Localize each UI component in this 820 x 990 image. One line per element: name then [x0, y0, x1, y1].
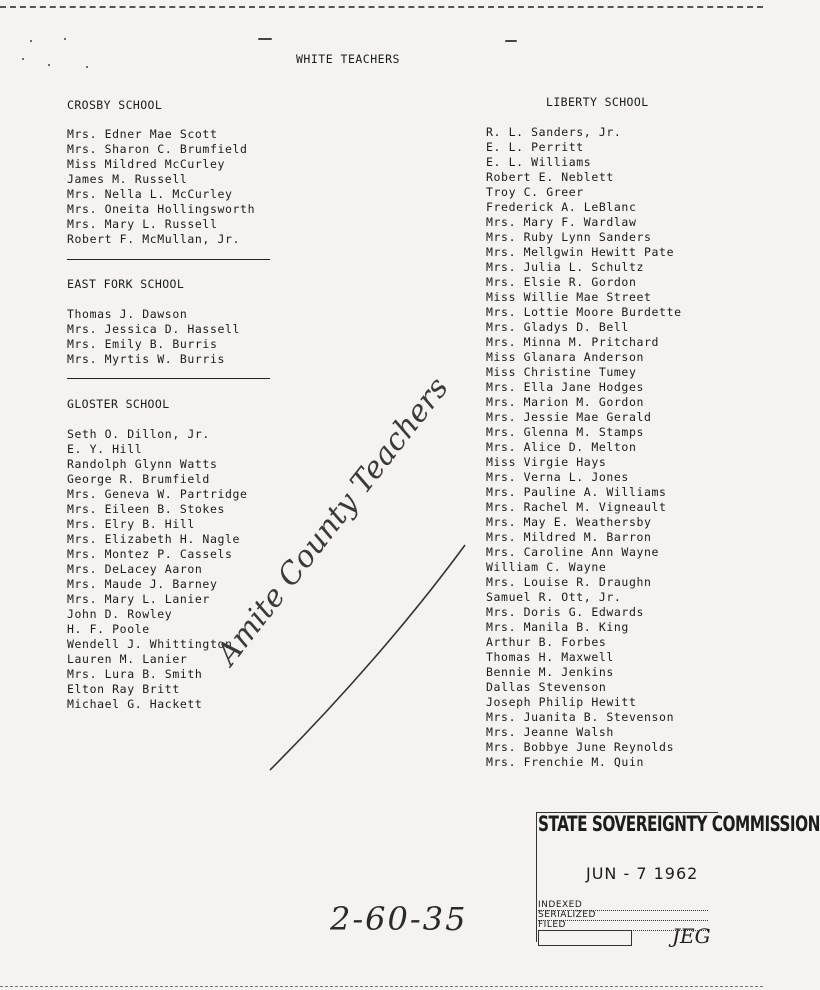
teacher-name: R. L. Sanders, Jr.	[486, 125, 622, 139]
teacher-name: Mrs. Nella L. McCurley	[67, 187, 233, 201]
teacher-name: Mrs. Elry B. Hill	[67, 517, 195, 531]
teacher-name: Mrs. Maude J. Barney	[67, 577, 218, 591]
top-scan-edge	[0, 6, 763, 8]
stamp-initials: JEG	[672, 924, 711, 948]
scan-speck	[48, 64, 50, 66]
teacher-name: Thomas H. Maxwell	[486, 650, 614, 664]
stamp-title: STATE SOVEREIGNTY COMMISSION	[538, 812, 820, 837]
scan-speck	[30, 40, 32, 42]
teacher-name: George R. Brumfield	[67, 472, 210, 486]
teacher-name: Mrs. Alice D. Melton	[486, 440, 637, 454]
stamp-date: JUN - 7 1962	[586, 864, 699, 883]
gloster-name-list	[67, 427, 248, 712]
section-divider	[67, 378, 270, 379]
teacher-name: Mrs. Gladys D. Bell	[486, 320, 629, 334]
teacher-name: Mrs. Edner Mae Scott	[67, 127, 218, 141]
section-divider	[67, 259, 270, 260]
teacher-name: E. L. Perritt	[486, 140, 584, 154]
teacher-name: Mrs. Lura B. Smith	[67, 667, 203, 681]
teacher-name: Miss Mildred McCurley	[67, 157, 225, 171]
teacher-name: Elton Ray Britt	[67, 682, 180, 696]
teacher-name: Robert E. Neblett	[486, 170, 614, 184]
teacher-name: H. F. Poole	[67, 622, 150, 636]
teacher-name: Bennie M. Jenkins	[486, 665, 614, 679]
teacher-name: Mrs. Louise R. Draughn	[486, 575, 652, 589]
commission-stamp	[532, 806, 820, 956]
teacher-name: Mrs. Marion M. Gordon	[486, 395, 644, 409]
teacher-name: Mrs. Eileen B. Stokes	[67, 502, 225, 516]
teacher-name: Mrs. Mildred M. Barron	[486, 530, 652, 544]
east-fork-name-list	[67, 307, 240, 367]
teacher-name: Samuel R. Ott, Jr.	[486, 590, 622, 604]
teacher-name: Mrs. Elsie R. Gordon	[486, 275, 637, 289]
teacher-name: Mrs. Jeanne Walsh	[486, 725, 614, 739]
teacher-name: E. Y. Hill	[67, 442, 143, 456]
teacher-name: Mrs. Emily B. Burris	[67, 337, 218, 351]
teacher-name: Mrs. Frenchie M. Quin	[486, 755, 644, 769]
teacher-name: Mrs. Oneita Hollingsworth	[67, 202, 256, 216]
teacher-name: Mrs. Sharon C. Brumfield	[67, 142, 248, 156]
scan-speck	[86, 66, 88, 68]
crosby-name-list	[67, 127, 255, 247]
teacher-name: John D. Rowley	[67, 607, 173, 621]
handwritten-document-number: 2-60-35	[330, 900, 468, 938]
teacher-name: Dallas Stevenson	[486, 680, 607, 694]
teacher-name: Mrs. Minna M. Pritchard	[486, 335, 660, 349]
teacher-name: Randolph Glynn Watts	[67, 457, 218, 471]
teacher-name: Mrs. Ruby Lynn Sanders	[486, 230, 652, 244]
teacher-name: Mrs. Glenna M. Stamps	[486, 425, 644, 439]
liberty-name-list	[486, 125, 682, 770]
teacher-name: Mrs. Caroline Ann Wayne	[486, 545, 660, 559]
east-fork-heading: EAST FORK SCHOOL	[67, 277, 185, 291]
teacher-name: Mrs. Mellgwin Hewitt Pate	[486, 245, 675, 259]
teacher-name: Mrs. Rachel M. Vigneault	[486, 500, 667, 514]
teacher-name: Mrs. DeLacey Aaron	[67, 562, 203, 576]
teacher-name: Mrs. Elizabeth H. Nagle	[67, 532, 241, 546]
scan-speck	[64, 38, 66, 40]
teacher-name: Wendell J. Whittington	[67, 637, 233, 651]
teacher-name: Mrs. Myrtis W. Burris	[67, 352, 225, 366]
crosby-heading: CROSBY SCHOOL	[67, 98, 163, 112]
teacher-name: James M. Russell	[67, 172, 188, 186]
teacher-name: Robert F. McMullan, Jr.	[67, 232, 241, 246]
teacher-name: Seth O. Dillon, Jr.	[67, 427, 210, 441]
handwritten-underline	[260, 530, 480, 780]
teacher-name: Mrs. Lottie Moore Burdette	[486, 305, 682, 319]
teacher-name: Mrs. Pauline A. Williams	[486, 485, 667, 499]
teacher-name: Mrs. Julia L. Schultz	[486, 260, 644, 274]
stamp-border-left	[536, 812, 537, 942]
teacher-name: Frederick A. LeBlanc	[486, 200, 637, 214]
teacher-name: William C. Wayne	[486, 560, 607, 574]
scan-speck	[22, 58, 24, 60]
teacher-name: Mrs. Mary F. Wardlaw	[486, 215, 637, 229]
teacher-name: Mrs. Geneva W. Partridge	[67, 487, 248, 501]
stamp-field-filed: FILED	[538, 920, 708, 931]
handwritten-county-note: Amite County Teachers	[210, 370, 456, 672]
teacher-name: Mrs. May E. Weathersby	[486, 515, 652, 529]
bottom-scan-edge	[0, 986, 763, 987]
teacher-name: Mrs. Manila B. King	[486, 620, 629, 634]
teacher-name: E. L. Williams	[486, 155, 592, 169]
teacher-name: Mrs. Jessie Mae Gerald	[486, 410, 652, 424]
teacher-name: Michael G. Hackett	[67, 697, 203, 711]
teacher-name: Mrs. Juanita B. Stevenson	[486, 710, 675, 724]
stamp-box	[538, 930, 632, 946]
teacher-name: Miss Christine Tumey	[486, 365, 637, 379]
teacher-name: Miss Virgie Hays	[486, 455, 607, 469]
page-title: WHITE TEACHERS	[296, 52, 400, 66]
teacher-name: Mrs. Montez P. Cassels	[67, 547, 233, 561]
teacher-name: Arthur B. Forbes	[486, 635, 607, 649]
teacher-name: Troy C. Greer	[486, 185, 584, 199]
teacher-name: Mrs. Doris G. Edwards	[486, 605, 644, 619]
teacher-name: Miss Willie Mae Street	[486, 290, 652, 304]
teacher-name: Thomas J. Dawson	[67, 307, 188, 321]
teacher-name: Joseph Philip Hewitt	[486, 695, 637, 709]
teacher-name: Mrs. Mary L. Lanier	[67, 592, 210, 606]
teacher-name: Mrs. Ella Jane Hodges	[486, 380, 644, 394]
teacher-name: Mrs. Verna L. Jones	[486, 470, 629, 484]
scan-mark	[258, 38, 272, 40]
gloster-heading: GLOSTER SCHOOL	[67, 397, 170, 411]
teacher-name: Lauren M. Lanier	[67, 652, 188, 666]
stamp-field-indexed: INDEXED	[538, 900, 708, 911]
liberty-heading: LIBERTY SCHOOL	[546, 95, 649, 109]
teacher-name: Mrs. Jessica D. Hassell	[67, 322, 241, 336]
teacher-name: Miss Glanara Anderson	[486, 350, 644, 364]
teacher-name: Mrs. Mary L. Russell	[67, 217, 218, 231]
scan-mark	[505, 40, 517, 42]
teacher-name: Mrs. Bobbye June Reynolds	[486, 740, 675, 754]
stamp-field-serialized: SERIALIZED	[538, 910, 708, 921]
